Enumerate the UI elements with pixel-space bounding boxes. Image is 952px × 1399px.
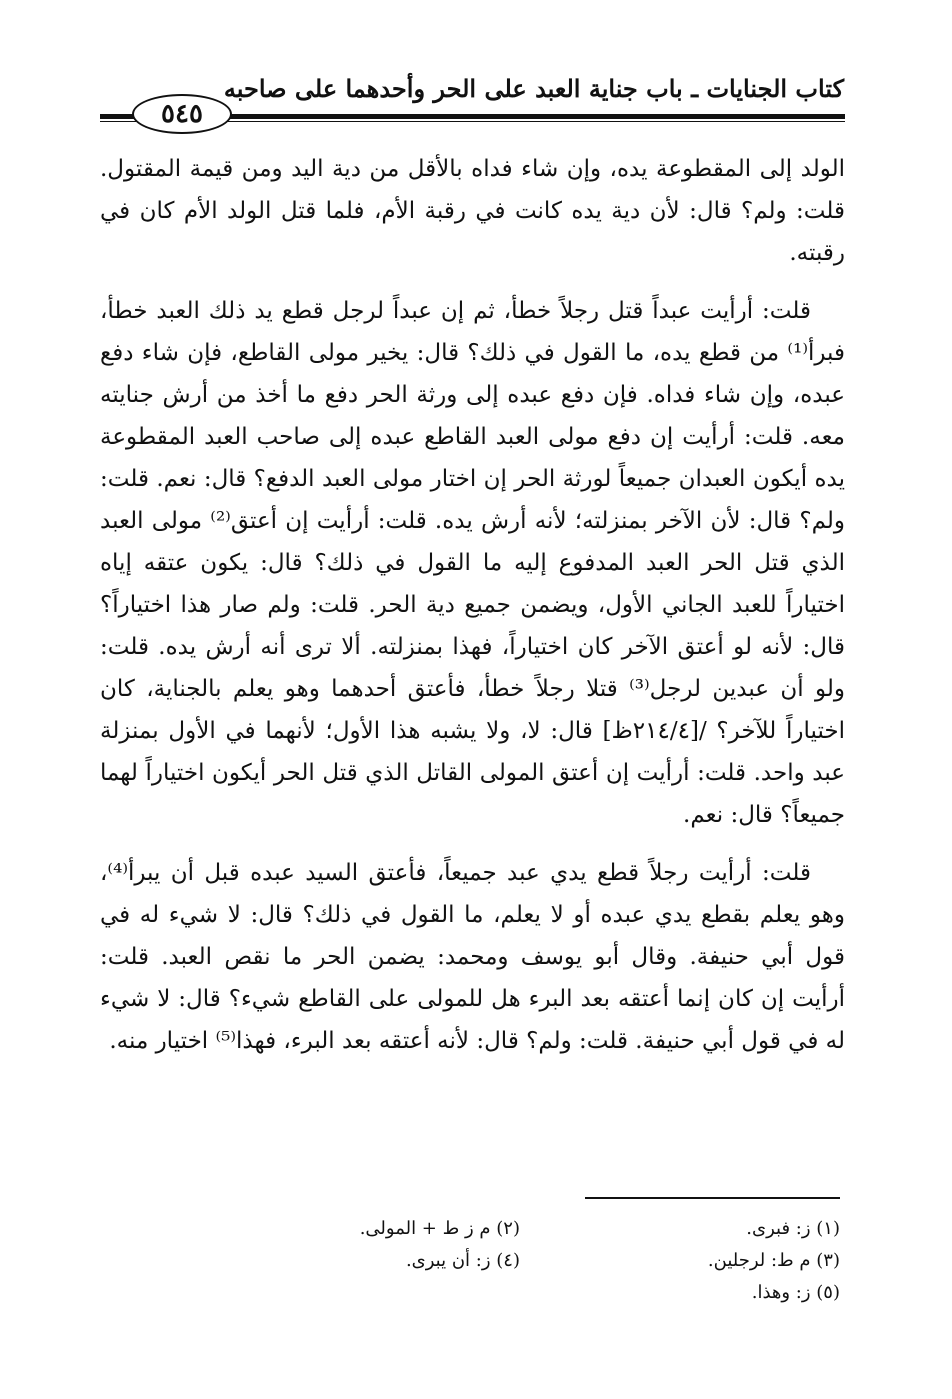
paragraph-2: قلت: أرأيت عبداً قتل رجلاً خطأ، ثم إن عبداً لرجل قطع يد ذلك العبد خطأ، فبرأ⁽¹⁾ من قطع يده، ما القول في ذلك؟ قال: يخير مولى القاطع، فإن شاء دفع عبده، وإن شاء فداه. فإن دفع عبده إلى ورثة الحر دفع ما أخذ من أرش جنايته معه. قلت: أرأيت إن دفع مولى العبد القاطع عبده إلى صاحب العبد المقطوعة يده أيكون العبدان جميعاً لورثة الحر إن اختار مولى العبد الدفع؟ قال: نعم. قلت: ولم؟ قال: لأن الآخر بمنزلته؛ لأنه أرش يده. قلت: أرأيت إن أعتق⁽²⁾ مولى العبد الذي قتل الحر العبد المدفوع إليه ما القول في ذلك؟ قال: يكون عتقه إياه اختياراً للعبد الجاني الأول، ويضمن جميع دية الحر. قلت: ولم صار هذا اختياراً؟ قال: لأنه لو أعتق الآخر كان اختياراً، فهذا بمنزلته. ألا ترى أنه أرش يده. قلت: ولو أن عبدين لرجل⁽³⁾ قتلا رجلاً خطأ، فأعتق أحدهما وهو يعلم بالجناية، كان اختياراً للآخر؟ /[٢١٤/٤ظ] قال: لا، ولا يشبه هذا الأول؛ لأنهما في الأول بمنزلة عبد واحد. قلت: أرأيت إن أعتق المولى القاتل الذي قتل الحر أيكون اختياراً لهما جميعاً؟ قال: نعم. <box>100 298 846 828</box>
running-header-title: كتاب الجنايات ـ باب جناية العبد على الحر وأحدهما على صاحبه <box>223 74 844 103</box>
footnote-row <box>200 1277 840 1309</box>
paragraph-1: الولد إلى المقطوعة يده، وإن شاء فداه بالأقل من دية اليد ومن قيمة المقتول. قلت: ولم؟ قال: لأن دية يده كانت في رقبة الأم، فلما قتل الولد الأم كان في رقبته. <box>100 156 845 266</box>
footnote-2: (٢) م ز ط + المولى. <box>359 1218 520 1239</box>
footnote-1: (١) ز: فبرى. <box>746 1218 840 1239</box>
footnote-row <box>200 1245 840 1277</box>
footnote-3: (٣) م ط: لرجلين. <box>707 1250 840 1271</box>
page-number-badge: ٥٤٥ <box>132 94 232 134</box>
footnotes <box>200 1213 840 1309</box>
paragraph-3: قلت: أرأيت رجلاً قطع يدي عبد جميعاً، فأعتق السيد عبده قبل أن يبرأ⁽⁴⁾، وهو يعلم بقطع يدي عبده أو لا يعلم، ما القول في ذلك؟ قال: لا شيء له في قول أبي حنيفة. وقال أبو يوسف ومحمد: يضمن الحر ما نقص العبد. قلت: أرأيت إن كان إنما أعتقه بعد البرء هل للمولى على القاطع شيء؟ قال: لا شيء له في قول أبي حنيفة. قلت: ولم؟ قال: لأنه أعتقه بعد البرء، فهذا⁽⁵⁾ اختيار منه. <box>100 860 845 1054</box>
main-text <box>100 148 845 1062</box>
footnote-4: (٤) ز: أن يبرى. <box>405 1250 520 1271</box>
footnote-row <box>200 1213 840 1245</box>
footnote-5: (٥) ز: وهذا. <box>751 1282 840 1303</box>
footnote-separator <box>585 1197 840 1199</box>
